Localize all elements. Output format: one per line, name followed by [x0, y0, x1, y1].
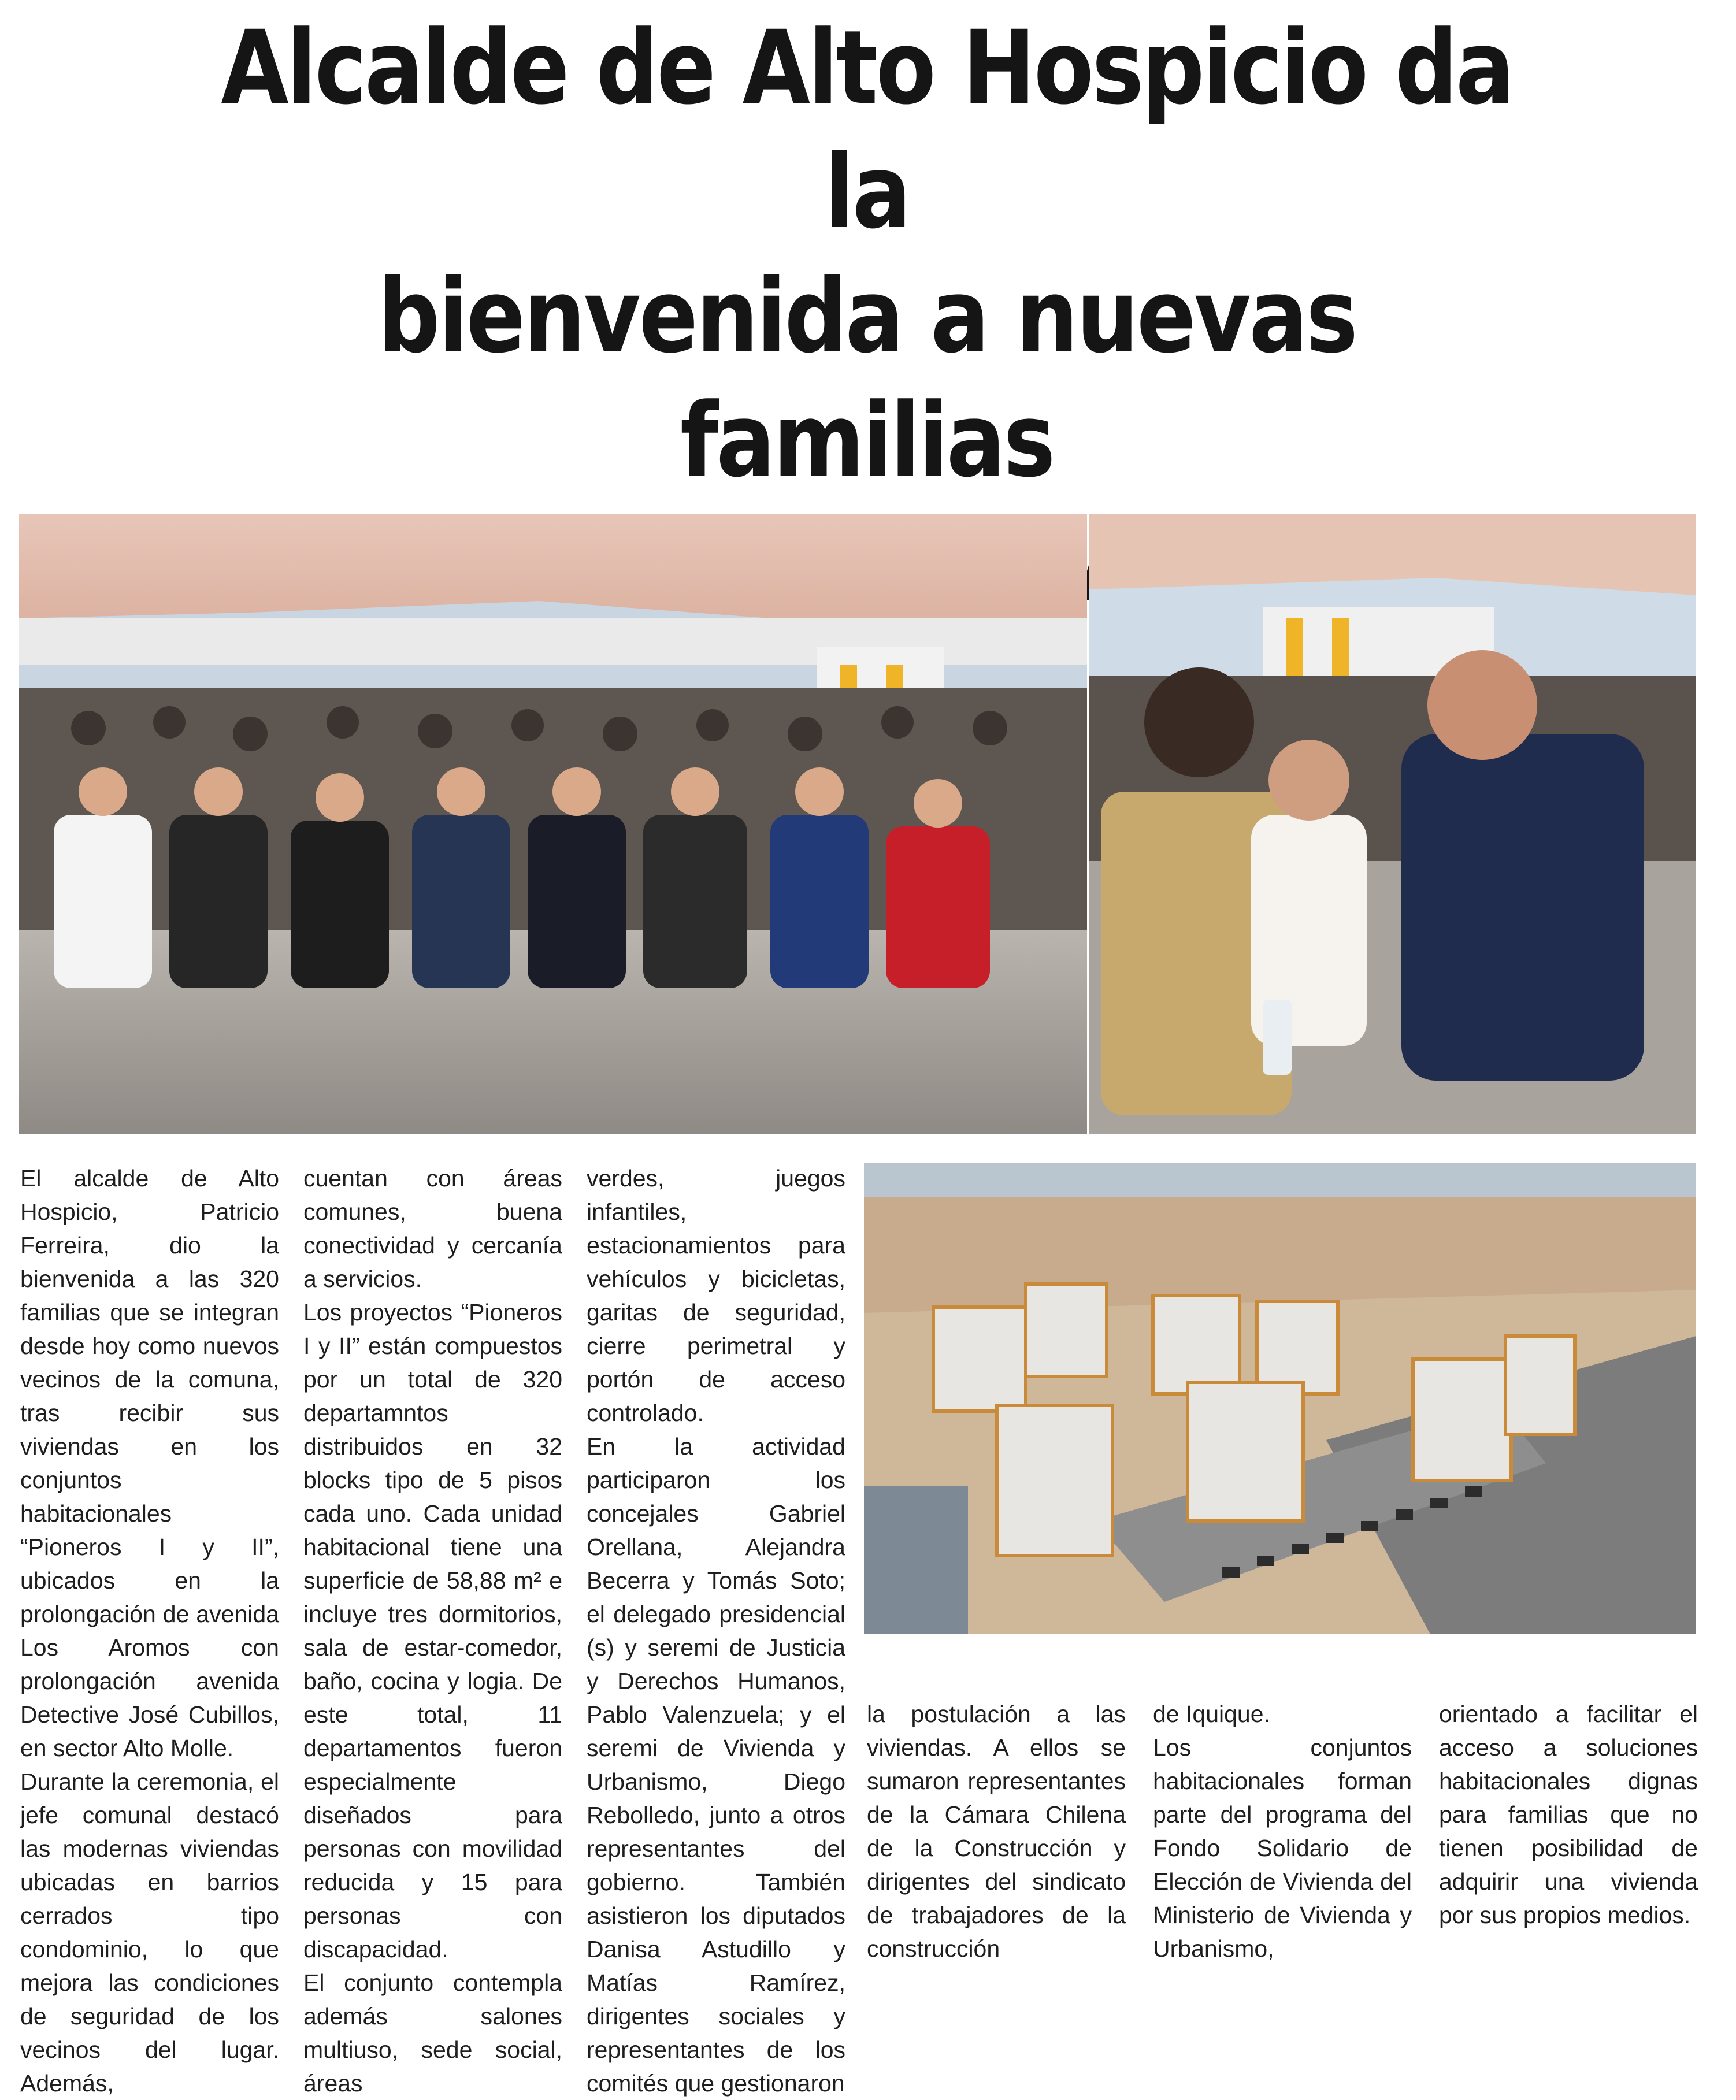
paragraph: la postulación a las viviendas. A ellos se sumaron representantes de la Cámara Chilena de la Construcción y dirigentes del sindicato de trabajadores de la construcción [867, 1701, 1126, 1962]
headline-line: bienvenida a nuevas familias [377, 257, 1356, 500]
article-column-1 [20, 1162, 279, 2097]
paragraph: verdes, juegos infantiles, estacionamientos para vehículos y bicicletas, garitas de seguridad, cierre perimetral y portón de acceso controlado. [587, 1165, 845, 1426]
paragraph: El alcalde de Alto Hospicio, Patricio Ferreira, dio la bienvenida a las 320 familias que se integran desde hoy como nuevos vecinos de la comuna, tras recibir sus viviendas en los conjuntos habitacionales “Pioneros I y II”, ubicados en la prolongación de avenida Los Aromos con prolongación avenida Detective José Cubillos, en sector Alto Molle. [20, 1165, 279, 1761]
headline-line: Alcalde de Alto Hospicio da la [221, 9, 1513, 251]
mayor-greeting-photo [1089, 514, 1696, 1134]
article-column-5 [1153, 1697, 1412, 1962]
article-column-2 [303, 1162, 562, 2097]
paragraph: orientado a facilitar el acceso a soluciones habitacionales dignas para familias que no tienen posibilidad de adquirir una vivienda por sus propios medios. [1439, 1701, 1698, 1928]
article-column-3 [587, 1162, 845, 2097]
paragraph: cuentan con áreas comunes, buena conectividad y cercanía a servicios. [303, 1165, 562, 1292]
paragraph: de Iquique. [1153, 1701, 1270, 1727]
paragraph: El conjunto contempla además salones multiuso, sede social, áreas [303, 1969, 562, 2097]
article-column-4 [867, 1697, 1126, 1962]
paragraph: Los conjuntos habitacionales forman parte del programa del Fondo Solidario de Elección de Vivienda del Ministerio de Vivienda y Urbanismo, [1153, 1734, 1412, 1962]
paragraph: Los proyectos “Pioneros I y II” están compuestos por un total de 320 departamntos distribuidos en 32 blocks tipo de 5 pisos cada uno. Cada unidad habitacional tiene una superficie de 58,88 m² e incluye tres dormitorios, sala de estar-comedor, baño, cocina y logia. De este total, 11 departamentos fueron especialmente diseñados para personas con movilidad reducida y 15 para personas con discapacidad. [303, 1299, 562, 1962]
article-column-6 [1439, 1697, 1698, 1940]
paragraph: En la actividad participaron los concejales Gabriel Orellana, Alejandra Becerra y Tomás Soto; el delegado presidencial (s) y seremi de Justicia y Derechos Humanos, Pablo Valenzuela; y el seremi de Vivienda y Urbanismo, Diego Rebolledo, junto a otros representantes del gobierno. También asistieron los diputados Danisa Astudillo y Matías Ramírez, dirigentes sociales y representantes de los comités que gestionaron [587, 1433, 845, 2097]
aerial-housing-photo [864, 1163, 1696, 1634]
ceremony-audience-photo [19, 514, 1087, 1134]
paragraph: Durante la ceremonia, el jefe comunal destacó las modernas viviendas ubicadas en barrios cerrados tipo condominio, lo que mejora las condiciones de seguridad de los vecinos del lugar. Además, [20, 1768, 279, 2097]
